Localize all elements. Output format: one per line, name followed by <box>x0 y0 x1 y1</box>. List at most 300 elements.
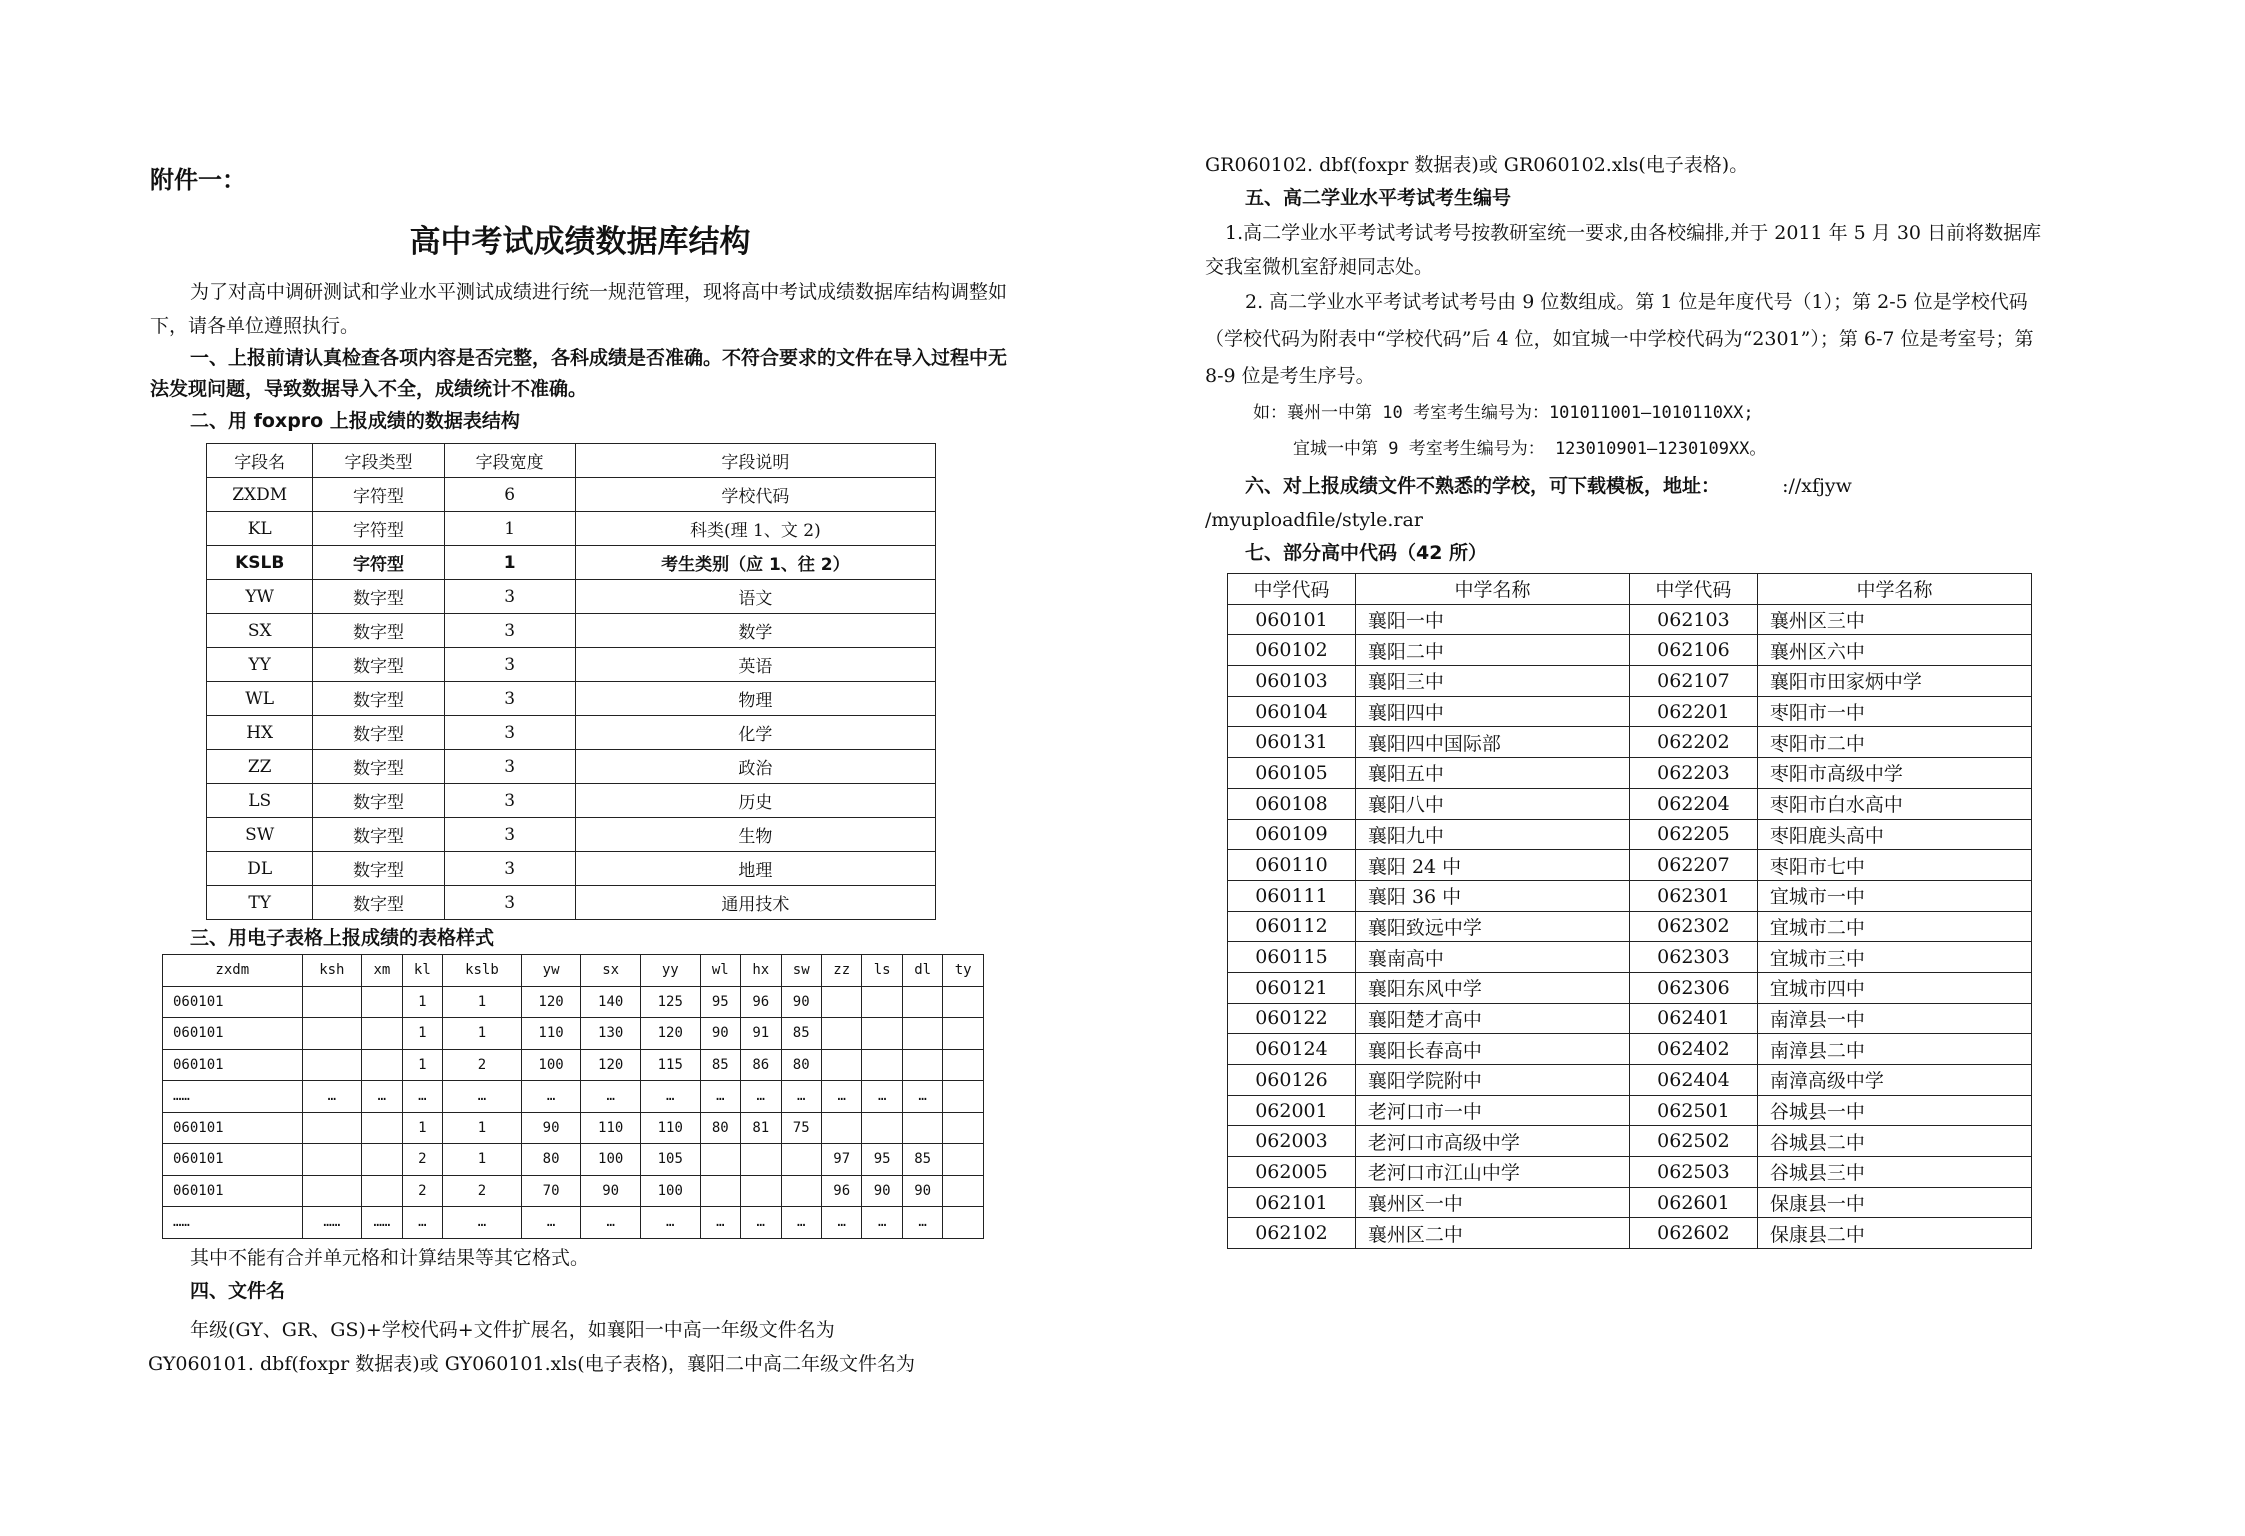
table-cell <box>362 1144 402 1176</box>
table-cell: 通用技术 <box>575 886 935 920</box>
table-cell: 老河口市高级中学 <box>1355 1126 1629 1157</box>
table-cell <box>302 1144 362 1176</box>
table-row <box>1228 1095 2032 1126</box>
table-cell <box>943 1112 984 1144</box>
table-row <box>1228 666 2032 697</box>
column-header: ksh <box>302 955 362 987</box>
table-cell: 060103 <box>1228 666 1356 697</box>
table-cell: 字符型 <box>313 546 444 580</box>
table-cell: 谷城县二中 <box>1757 1126 2031 1157</box>
table-cell <box>781 1175 821 1207</box>
table-row <box>1228 696 2032 727</box>
table-cell <box>943 1144 984 1176</box>
table-cell <box>700 1144 740 1176</box>
table-cell: 1 <box>444 512 575 546</box>
table-cell: 86 <box>741 1049 781 1081</box>
template-url-part-1[interactable]: ://xfjyw <box>1782 475 1852 497</box>
table-cell: 襄阳三中 <box>1355 666 1629 697</box>
table-cell: 数字型 <box>313 682 444 716</box>
table-cell: 100 <box>521 1049 581 1081</box>
filename-text-2: GY060101. dbf(foxpr 数据表)或 GY060101.xls(电子表格)，襄阳二中高二年级文件名为 <box>148 1352 916 1375</box>
table-cell: 90 <box>862 1175 902 1207</box>
table-row <box>1228 1065 2032 1096</box>
sheet-table <box>162 954 984 1239</box>
table-cell: 80 <box>781 1049 821 1081</box>
table-cell <box>302 1018 362 1050</box>
section-3-heading: 三、用电子表格上报成绩的表格样式 <box>190 927 495 949</box>
table-cell: 襄阳学院附中 <box>1355 1065 1629 1096</box>
table-cell: … <box>640 1207 700 1239</box>
school-codes-table <box>1227 573 2032 1249</box>
table-cell: 060101 <box>1228 604 1356 635</box>
table-row <box>163 1175 984 1207</box>
table-cell: 南漳县二中 <box>1757 1034 2031 1065</box>
table-row <box>1228 880 2032 911</box>
table-cell: … <box>443 1207 522 1239</box>
table-cell: 枣阳鹿头高中 <box>1757 819 2031 850</box>
table-cell: 90 <box>521 1112 581 1144</box>
table-cell: 襄州区六中 <box>1757 635 2031 666</box>
table-cell: 襄阳东风中学 <box>1355 972 1629 1003</box>
table-cell: …… <box>302 1207 362 1239</box>
template-url-part-2[interactable]: /myuploadfile/style.rar <box>1205 509 1423 531</box>
column-header: kslb <box>443 955 522 987</box>
table-row <box>207 614 936 648</box>
table-row <box>1228 788 2032 819</box>
table-cell: 6 <box>444 478 575 512</box>
table-cell: 062001 <box>1228 1095 1356 1126</box>
table-cell: 1 <box>443 986 522 1018</box>
column-header: 中学代码 <box>1228 574 1356 605</box>
column-header: yy <box>640 955 700 987</box>
table-cell: 100 <box>640 1175 700 1207</box>
table-cell: 062303 <box>1629 942 1757 973</box>
table-cell: 95 <box>862 1144 902 1176</box>
table-cell: 062107 <box>1629 666 1757 697</box>
table-row <box>207 546 936 580</box>
column-header: zz <box>821 955 861 987</box>
table-cell: … <box>902 1207 942 1239</box>
table-cell: 062501 <box>1629 1095 1757 1126</box>
table-cell <box>902 1049 942 1081</box>
table-cell <box>302 1049 362 1081</box>
table-cell: 062306 <box>1629 972 1757 1003</box>
table-cell: 80 <box>521 1144 581 1176</box>
attachment-label: 附件一： <box>150 166 246 194</box>
table-cell <box>302 1175 362 1207</box>
table-row <box>1228 758 2032 789</box>
table-cell <box>302 1112 362 1144</box>
column-header: ls <box>862 955 902 987</box>
table-cell: 110 <box>581 1112 641 1144</box>
table-cell: 062102 <box>1228 1218 1356 1249</box>
table-cell: DL <box>207 852 313 886</box>
table-cell: 81 <box>741 1112 781 1144</box>
table-cell: 襄阳四中国际部 <box>1355 727 1629 758</box>
column-header: 字段名 <box>207 444 313 478</box>
table-cell: 062401 <box>1629 1003 1757 1034</box>
table-cell <box>821 1049 861 1081</box>
table-cell: 数字型 <box>313 614 444 648</box>
table-cell: 南漳县一中 <box>1757 1003 2031 1034</box>
table-cell: 110 <box>521 1018 581 1050</box>
table-cell: … <box>741 1081 781 1113</box>
table-cell: 062103 <box>1629 604 1757 635</box>
table-row <box>1228 1187 2032 1218</box>
table-cell: 90 <box>781 986 821 1018</box>
table-cell: … <box>521 1081 581 1113</box>
table-cell: HX <box>207 716 313 750</box>
table-cell <box>902 1112 942 1144</box>
table-cell: KSLB <box>207 546 313 580</box>
table-cell: 1 <box>402 1112 442 1144</box>
table-cell: 谷城县三中 <box>1757 1157 2031 1188</box>
table-row <box>1228 972 2032 1003</box>
table-cell: 130 <box>581 1018 641 1050</box>
table-cell: 谷城县一中 <box>1757 1095 2031 1126</box>
table-cell: 字符型 <box>313 512 444 546</box>
table-cell: 062404 <box>1629 1065 1757 1096</box>
table-cell <box>943 1207 984 1239</box>
table-cell: 1 <box>402 1018 442 1050</box>
section-5-heading: 五、高二学业水平考试考生编号 <box>1245 187 1512 209</box>
table-cell <box>943 1175 984 1207</box>
column-header: 字段类型 <box>313 444 444 478</box>
table-row <box>163 1144 984 1176</box>
table-row <box>1228 819 2032 850</box>
sheet-table-header <box>163 955 984 987</box>
table-cell: 060121 <box>1228 972 1356 1003</box>
column-header: sx <box>581 955 641 987</box>
table-cell <box>821 1018 861 1050</box>
table-cell: 85 <box>902 1144 942 1176</box>
table-cell: 襄州区三中 <box>1757 604 2031 635</box>
column-header: xm <box>362 955 402 987</box>
table-cell: 数字型 <box>313 580 444 614</box>
filename-text-3: GR060102. dbf(foxpr 数据表)或 GR060102.xls(电子表格)。 <box>1205 154 1749 176</box>
table-cell: … <box>581 1207 641 1239</box>
table-cell: … <box>821 1207 861 1239</box>
table-cell: 襄阳二中 <box>1355 635 1629 666</box>
table-cell <box>943 1018 984 1050</box>
table-cell: 宜城市二中 <box>1757 911 2031 942</box>
table-cell: 3 <box>444 580 575 614</box>
table-cell: …… <box>362 1207 402 1239</box>
table-cell: 060108 <box>1228 788 1356 819</box>
table-cell: 襄阳 24 中 <box>1355 850 1629 881</box>
table-cell: 字符型 <box>313 478 444 512</box>
table-cell: 生物 <box>575 818 935 852</box>
table-row <box>207 750 936 784</box>
table-cell: 91 <box>741 1018 781 1050</box>
column-header: wl <box>700 955 740 987</box>
table-cell <box>943 1049 984 1081</box>
table-cell: 襄南高中 <box>1355 942 1629 973</box>
section-5-paragraph-1: 1.高二学业水平考试考试考号按教研室统一要求,由各校编排,并于 2011 年 5 月 30 日前将数据库交我室微机室舒昶同志处。 <box>1205 222 2042 278</box>
table-cell <box>741 1144 781 1176</box>
table-cell: 襄阳五中 <box>1355 758 1629 789</box>
table-cell <box>362 1049 402 1081</box>
table-cell: 襄州区二中 <box>1355 1218 1629 1249</box>
table-cell: 学校代码 <box>575 478 935 512</box>
table-cell: 襄阳一中 <box>1355 604 1629 635</box>
table-cell: 062402 <box>1629 1034 1757 1065</box>
table-cell: 060104 <box>1228 696 1356 727</box>
table-row <box>1228 911 2032 942</box>
section-6-heading: 六、对上报成绩文件不熟悉的学校，可下载模板，地址： <box>1245 475 1721 497</box>
table-cell: 120 <box>640 1018 700 1050</box>
table-cell: 062601 <box>1629 1187 1757 1218</box>
table-cell: 062203 <box>1629 758 1757 789</box>
table-cell <box>362 986 402 1018</box>
column-header: dl <box>902 955 942 987</box>
table-cell: 2 <box>443 1049 522 1081</box>
table-cell: 062302 <box>1629 911 1757 942</box>
table-row <box>207 682 936 716</box>
table-cell: …… <box>163 1081 303 1113</box>
table-cell: 062101 <box>1228 1187 1356 1218</box>
filename-text-1: 年级(GY、GR、GS)+学校代码+文件扩展名，如襄阳一中高一年级文件名为 <box>190 1318 835 1341</box>
table-cell: 1 <box>443 1144 522 1176</box>
table-cell: 数字型 <box>313 784 444 818</box>
table-cell: 062205 <box>1629 819 1757 850</box>
table-cell: 2 <box>443 1175 522 1207</box>
table-row <box>1228 942 2032 973</box>
table-cell: 060101 <box>163 1144 303 1176</box>
table-cell: TY <box>207 886 313 920</box>
table-cell: 85 <box>700 1049 740 1081</box>
table-cell: 枣阳市七中 <box>1757 850 2031 881</box>
table-row <box>1228 850 2032 881</box>
table-cell: 历史 <box>575 784 935 818</box>
column-header: 字段说明 <box>575 444 935 478</box>
column-header: 中学代码 <box>1629 574 1757 605</box>
table-cell <box>362 1018 402 1050</box>
table-cell: … <box>700 1081 740 1113</box>
column-header: yw <box>521 955 581 987</box>
table-cell: 2 <box>402 1175 442 1207</box>
table-cell: 125 <box>640 986 700 1018</box>
table-cell: 060102 <box>1228 635 1356 666</box>
table-cell: 060101 <box>163 1049 303 1081</box>
table-cell: 060109 <box>1228 819 1356 850</box>
table-cell: 75 <box>781 1112 821 1144</box>
column-header: sw <box>781 955 821 987</box>
table-cell: 数字型 <box>313 750 444 784</box>
fields-table <box>206 443 936 920</box>
table-cell: 枣阳市白水高中 <box>1757 788 2031 819</box>
table-row <box>207 818 936 852</box>
table-cell: 062202 <box>1629 727 1757 758</box>
table-cell: 科类(理 1、文 2) <box>575 512 935 546</box>
table-row <box>1228 1034 2032 1065</box>
table-row <box>1228 1126 2032 1157</box>
table-cell: 保康县一中 <box>1757 1187 2031 1218</box>
table-cell: … <box>302 1081 362 1113</box>
table-cell: 襄州区一中 <box>1355 1187 1629 1218</box>
table-cell <box>862 986 902 1018</box>
table-cell <box>902 986 942 1018</box>
table-cell: 化学 <box>575 716 935 750</box>
column-header: hx <box>741 955 781 987</box>
table-cell: 96 <box>821 1175 861 1207</box>
table-cell: 考生类别（应 1、往 2） <box>575 546 935 580</box>
table-cell: 数字型 <box>313 886 444 920</box>
table-cell <box>362 1175 402 1207</box>
table-row <box>163 1049 984 1081</box>
table-cell: 95 <box>700 986 740 1018</box>
table-cell: 062602 <box>1629 1218 1757 1249</box>
column-header: ty <box>943 955 984 987</box>
table-cell: 100 <box>581 1144 641 1176</box>
table-cell <box>821 1112 861 1144</box>
table-cell: 96 <box>741 986 781 1018</box>
example-line-1: 如：襄州一中第 10 考室考生编号为：101011001—1010110XX; <box>1253 403 1754 423</box>
table-cell: 060126 <box>1228 1065 1356 1096</box>
table-row <box>207 580 936 614</box>
fields-table-header <box>207 444 936 478</box>
table-row <box>1228 727 2032 758</box>
section-7-heading: 七、部分高中代码（42 所） <box>1245 542 1488 564</box>
table-cell: … <box>640 1081 700 1113</box>
table-cell: 060122 <box>1228 1003 1356 1034</box>
table-cell: 110 <box>640 1112 700 1144</box>
table-cell: … <box>781 1207 821 1239</box>
table-cell: 数字型 <box>313 716 444 750</box>
table-cell: 062204 <box>1629 788 1757 819</box>
table-cell: 3 <box>444 886 575 920</box>
table-row <box>207 784 936 818</box>
table-cell: … <box>581 1081 641 1113</box>
table-cell: 政治 <box>575 750 935 784</box>
table-cell: … <box>700 1207 740 1239</box>
table-cell: 105 <box>640 1144 700 1176</box>
table-cell: 数字型 <box>313 818 444 852</box>
table-cell: … <box>741 1207 781 1239</box>
table-cell: … <box>821 1081 861 1113</box>
table-cell: … <box>443 1081 522 1113</box>
table-cell: 襄阳 36 中 <box>1355 880 1629 911</box>
table-cell: 115 <box>640 1049 700 1081</box>
table-cell: 襄阳九中 <box>1355 819 1629 850</box>
table-row <box>1228 635 2032 666</box>
table-cell: 060101 <box>163 986 303 1018</box>
table-cell: 3 <box>444 818 575 852</box>
table-cell <box>741 1175 781 1207</box>
table-cell: 襄阳市田家炳中学 <box>1757 666 2031 697</box>
table-cell <box>862 1112 902 1144</box>
table-cell: 85 <box>781 1018 821 1050</box>
table-cell: 3 <box>444 784 575 818</box>
table-cell: 062503 <box>1629 1157 1757 1188</box>
table-row <box>1228 1157 2032 1188</box>
table-row <box>1228 604 2032 635</box>
table-cell: … <box>862 1081 902 1113</box>
table-cell: 70 <box>521 1175 581 1207</box>
table-cell: … <box>402 1207 442 1239</box>
table-cell: ZZ <box>207 750 313 784</box>
table-cell: 060124 <box>1228 1034 1356 1065</box>
table-cell: 宜城市一中 <box>1757 880 2031 911</box>
section-4-heading: 四、文件名 <box>190 1279 286 1302</box>
column-header: 中学名称 <box>1757 574 2031 605</box>
table-cell: 襄阳八中 <box>1355 788 1629 819</box>
table-cell: 1 <box>443 1112 522 1144</box>
table-cell: YW <box>207 580 313 614</box>
table-cell: SW <box>207 818 313 852</box>
format-note: 其中不能有合并单元格和计算结果等其它格式。 <box>190 1246 590 1269</box>
column-header: 中学名称 <box>1355 574 1629 605</box>
table-cell: 062207 <box>1629 850 1757 881</box>
table-cell: 062201 <box>1629 696 1757 727</box>
table-row <box>163 986 984 1018</box>
table-cell <box>700 1175 740 1207</box>
table-cell: SX <box>207 614 313 648</box>
table-cell <box>943 1081 984 1113</box>
table-cell: … <box>521 1207 581 1239</box>
column-header: zxdm <box>163 955 303 987</box>
right-column <box>1205 148 2045 1249</box>
table-cell: 060101 <box>163 1112 303 1144</box>
intro-paragraph: 为了对高中调研测试和学业水平测试成绩进行统一规范管理，现将高中考试成绩数据库结构调整如下，请各单位遵照执行。 <box>150 281 1008 337</box>
table-row <box>163 1081 984 1113</box>
table-cell: 襄阳四中 <box>1355 696 1629 727</box>
table-row <box>207 716 936 750</box>
table-cell: 060131 <box>1228 727 1356 758</box>
table-cell: 1 <box>444 546 575 580</box>
table-cell: 90 <box>902 1175 942 1207</box>
table-cell: 物理 <box>575 682 935 716</box>
table-cell: … <box>902 1081 942 1113</box>
table-cell: 宜城市三中 <box>1757 942 2031 973</box>
page-title: 高中考试成绩数据库结构 <box>409 224 751 260</box>
table-cell: 1 <box>443 1018 522 1050</box>
table-cell: 120 <box>581 1049 641 1081</box>
table-cell: 060115 <box>1228 942 1356 973</box>
table-cell: 140 <box>581 986 641 1018</box>
table-cell: 枣阳市高级中学 <box>1757 758 2031 789</box>
table-cell: 数字型 <box>313 648 444 682</box>
table-cell: 060101 <box>163 1175 303 1207</box>
table-row <box>1228 1218 2032 1249</box>
table-cell: 90 <box>581 1175 641 1207</box>
table-cell <box>302 986 362 1018</box>
table-cell: 襄阳致远中学 <box>1355 911 1629 942</box>
table-cell: 老河口市一中 <box>1355 1095 1629 1126</box>
table-cell: 襄阳长春高中 <box>1355 1034 1629 1065</box>
table-cell: YY <box>207 648 313 682</box>
table-cell: 062005 <box>1228 1157 1356 1188</box>
table-cell: 1 <box>402 986 442 1018</box>
table-cell: 3 <box>444 852 575 886</box>
table-cell <box>862 1018 902 1050</box>
table-cell: 数学 <box>575 614 935 648</box>
table-cell: … <box>862 1207 902 1239</box>
column-header: 字段宽度 <box>444 444 575 478</box>
table-cell: 060110 <box>1228 850 1356 881</box>
table-cell: …… <box>163 1207 303 1239</box>
school-codes-table-header <box>1228 574 2032 605</box>
table-cell: 数字型 <box>313 852 444 886</box>
table-cell: 宜城市四中 <box>1757 972 2031 1003</box>
table-cell: 062301 <box>1629 880 1757 911</box>
table-cell: KL <box>207 512 313 546</box>
table-row <box>1228 1003 2032 1034</box>
table-row <box>207 886 936 920</box>
table-row <box>163 1112 984 1144</box>
table-cell <box>862 1049 902 1081</box>
table-cell: 060112 <box>1228 911 1356 942</box>
